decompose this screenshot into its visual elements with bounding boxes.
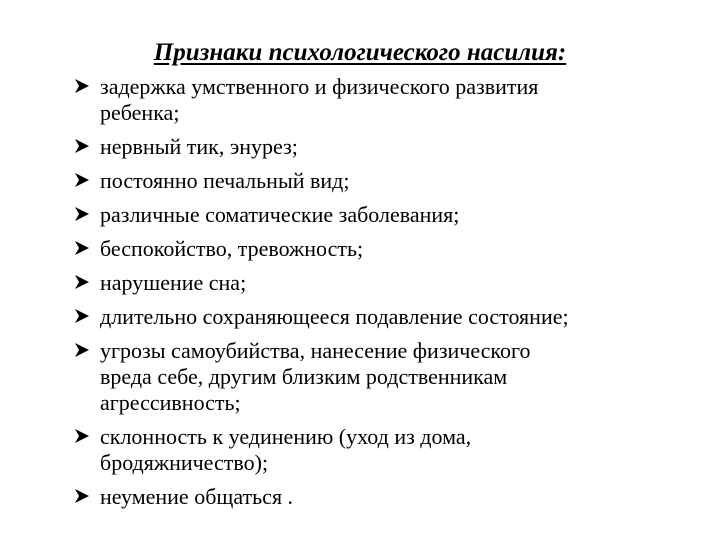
arrowhead-bullet-icon [74,342,90,358]
list-item [74,338,694,416]
spacer [74,262,694,270]
list-item-text: нервный тик, энурез; [100,134,298,159]
list-item [74,202,694,228]
list-item-text: различные соматические заболевания; [100,202,460,227]
spacer [74,160,694,168]
list-item [74,134,694,160]
list-item [74,168,694,194]
list-item-text: задержка умственного и физического развития [100,74,539,99]
list-item-text: беспокойство, тревожность; [100,236,364,261]
list-item-text: ребенка; [100,100,180,125]
spacer [74,476,694,484]
list-item [74,304,694,330]
list-item [74,236,694,262]
slide-title: Признаки психологического насилия: [153,39,567,66]
list-item [74,74,694,126]
list-item-text: вреда себе, другим близким родственникам [100,364,508,389]
list-item [74,424,694,476]
arrowhead-bullet-icon [74,308,90,324]
list-item-text: нарушение сна; [100,270,247,295]
arrowhead-bullet-icon [74,206,90,222]
arrowhead-bullet-icon [74,138,90,154]
spacer [74,296,694,304]
list-item [74,270,694,296]
spacer [74,126,694,134]
list-item-text: постоянно печальный вид; [100,168,350,193]
arrowhead-bullet-icon [74,240,90,256]
arrowhead-bullet-icon [74,274,90,290]
signs-list [74,74,694,510]
list-item-text: неумение общаться . [100,484,294,509]
list-item [74,484,694,510]
arrowhead-bullet-icon [74,172,90,188]
list-item-text: склонность к уединению (уход из дома, [100,424,472,449]
spacer [74,194,694,202]
list-item-text: угрозы самоубийства, нанесение физического [100,338,531,363]
spacer [74,330,694,338]
list-item-text: агрессивность; [100,390,241,415]
arrowhead-bullet-icon [74,428,90,444]
arrowhead-bullet-icon [74,78,90,94]
spacer [74,228,694,236]
list-item-text: длительно сохраняющееся подавление состояние; [100,304,569,329]
arrowhead-bullet-icon [74,488,90,504]
list-item-text: бродяжничество); [100,450,269,475]
spacer [74,416,694,424]
